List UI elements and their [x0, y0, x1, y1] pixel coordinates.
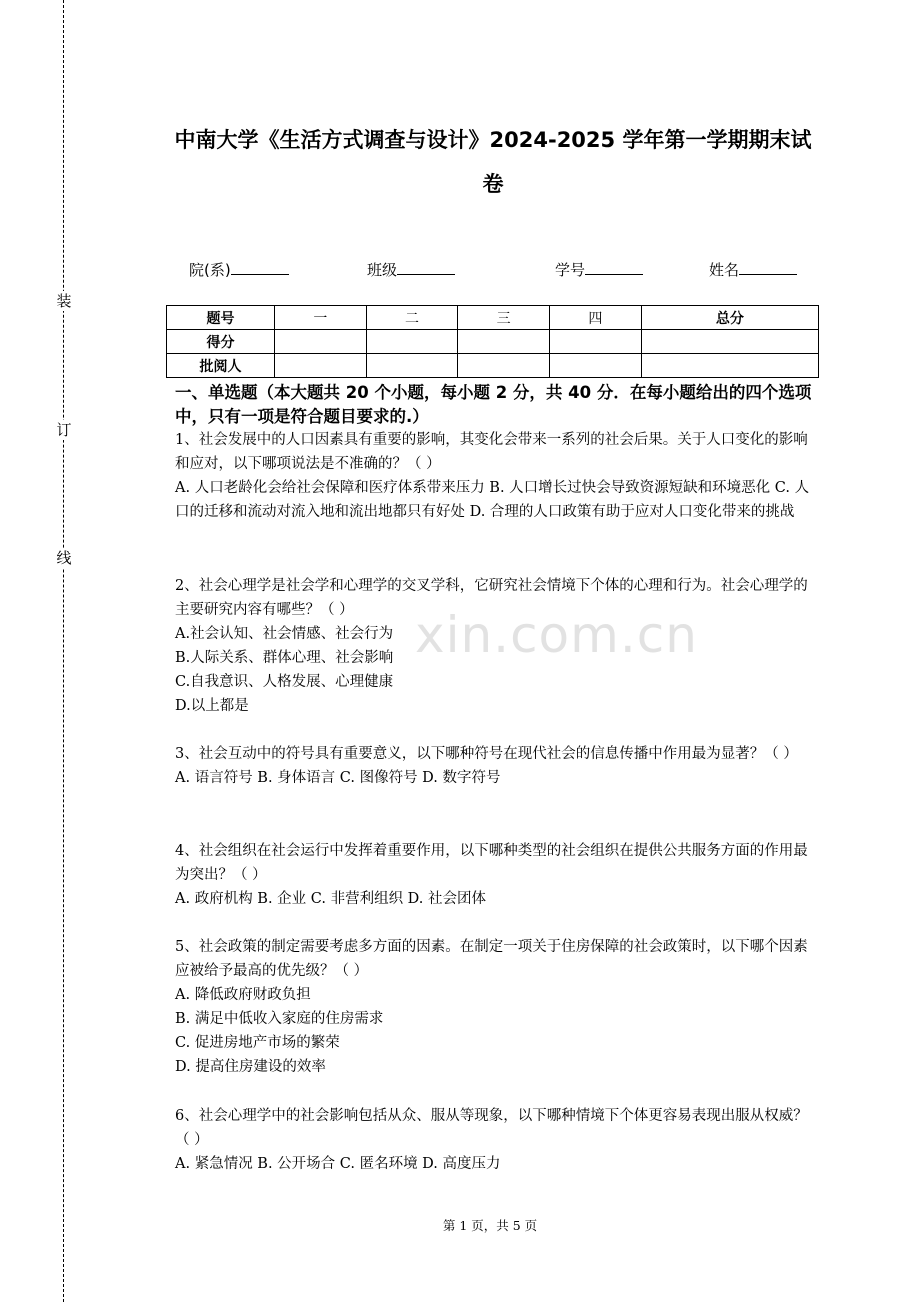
binding-char-ding: 订 [56, 421, 72, 439]
option: A.社会认知、社会情感、社会行为 [175, 626, 394, 642]
question-options: A. 政府机构 B. 企业 C. 非营利组织 D. 社会团体 [175, 891, 487, 907]
question-1 [175, 428, 820, 524]
watermark: xin.com.cn [415, 606, 698, 664]
page-footer: 第 1 页，共 5 页 [442, 1218, 538, 1233]
header-cell: 三 [458, 306, 550, 330]
name-field[interactable] [709, 258, 797, 280]
exam-title-line1: 中南大学《生活方式调查与设计》2024-2025 学年第一学期期末试 [174, 128, 812, 152]
class-field[interactable] [367, 258, 455, 280]
grader-cell[interactable] [275, 354, 367, 378]
dept-blank[interactable] [231, 258, 289, 275]
class-blank[interactable] [397, 258, 455, 275]
grader-cell[interactable] [641, 354, 818, 378]
option: C.自我意识、人格发展、心理健康 [175, 674, 394, 690]
header-cell: 二 [366, 306, 458, 330]
name-label: 姓名 [709, 261, 740, 279]
question-stem: 3、社会互动中的符号具有重要意义，以下哪种符号在现代社会的信息传播中作用最为显著？（ ） [175, 746, 798, 762]
student-id-field[interactable] [555, 258, 643, 280]
student-id-label: 学号 [555, 261, 586, 279]
question-2 [175, 574, 820, 718]
question-options: A. 语言符号 B. 身体语言 C. 图像符号 D. 数字符号 [175, 770, 501, 786]
header-cell: 题号 [167, 306, 275, 330]
binding-dashed-line [63, 0, 64, 1302]
header-cell: 总分 [641, 306, 818, 330]
option: C. 促进房地产市场的繁荣 [175, 1035, 340, 1051]
exam-title [160, 118, 826, 206]
option: D. 提高住房建设的效率 [175, 1059, 326, 1075]
exam-title-line2: 卷 [482, 172, 504, 196]
header-cell: 一 [275, 306, 367, 330]
option: D.以上都是 [175, 698, 249, 714]
grader-cell[interactable] [366, 354, 458, 378]
binding-char-xian: 线 [56, 549, 72, 567]
question-3 [175, 742, 820, 790]
student-id-blank[interactable] [585, 258, 643, 275]
option: B. 满足中低收入家庭的住房需求 [175, 1011, 384, 1027]
question-stem: 4、社会组织在社会运行中发挥着重要作用，以下哪种类型的社会组织在提供公共服务方面的作用最为突出？（ ） [175, 843, 808, 883]
class-label: 班级 [367, 261, 398, 279]
option: A. 降低政府财政负担 [175, 987, 311, 1003]
score-cell[interactable] [550, 330, 642, 354]
question-stem: 2、社会心理学是社会学和心理学的交叉学科，它研究社会情境下个体的心理和行为。社会心理学的主要研究内容有哪些？（ ） [175, 578, 808, 618]
score-cell[interactable] [458, 330, 550, 354]
row-label-score: 得分 [167, 330, 275, 354]
question-6 [175, 1104, 820, 1176]
score-cell[interactable] [641, 330, 818, 354]
option: B.人际关系、群体心理、社会影响 [175, 650, 394, 666]
grader-row [167, 354, 819, 378]
dept-label: 院(系) [189, 261, 231, 279]
name-blank[interactable] [739, 258, 797, 275]
score-table [166, 305, 819, 378]
question-stem: 6、社会心理学中的社会影响包括从众、服从等现象，以下哪种情境下个体更容易表现出服从权威？（ ） [175, 1108, 808, 1148]
score-table-header-row [167, 306, 819, 330]
score-row [167, 330, 819, 354]
dept-field[interactable] [189, 258, 289, 280]
section-heading: 一、单选题（本大题共 20 个小题，每小题 2 分，共 40 分．在每小题给出的四个选项中，只有一项是符合题目要求的.） [175, 383, 812, 426]
score-cell[interactable] [275, 330, 367, 354]
score-cell[interactable] [366, 330, 458, 354]
row-label-grader: 批阅人 [167, 354, 275, 378]
binding-char-zhuang: 装 [56, 292, 72, 310]
question-stem: 5、社会政策的制定需要考虑多方面的因素。在制定一项关于住房保障的社会政策时，以下哪个因素应被给予最高的优先级？（ ） [175, 939, 808, 979]
header-cell: 四 [550, 306, 642, 330]
question-options: A. 人口老龄化会给社会保障和医疗体系带来压力 B. 人口增长过快会导致资源短缺和环境恶化 C. 人口的迁移和流动对流入地和流出地都只有好处 D. 合理的人口政策有助于应对人口变化带来的挑战 [175, 480, 810, 520]
question-5 [175, 935, 820, 1079]
grader-cell[interactable] [458, 354, 550, 378]
question-4 [175, 839, 820, 911]
grader-cell[interactable] [550, 354, 642, 378]
question-stem: 1、社会发展中的人口因素具有重要的影响，其变化会带来一系列的社会后果。关于人口变化的影响和应对，以下哪项说法是不准确的？（ ） [175, 432, 808, 472]
question-options: A. 紧急情况 B. 公开场合 C. 匿名环境 D. 高度压力 [175, 1156, 501, 1172]
